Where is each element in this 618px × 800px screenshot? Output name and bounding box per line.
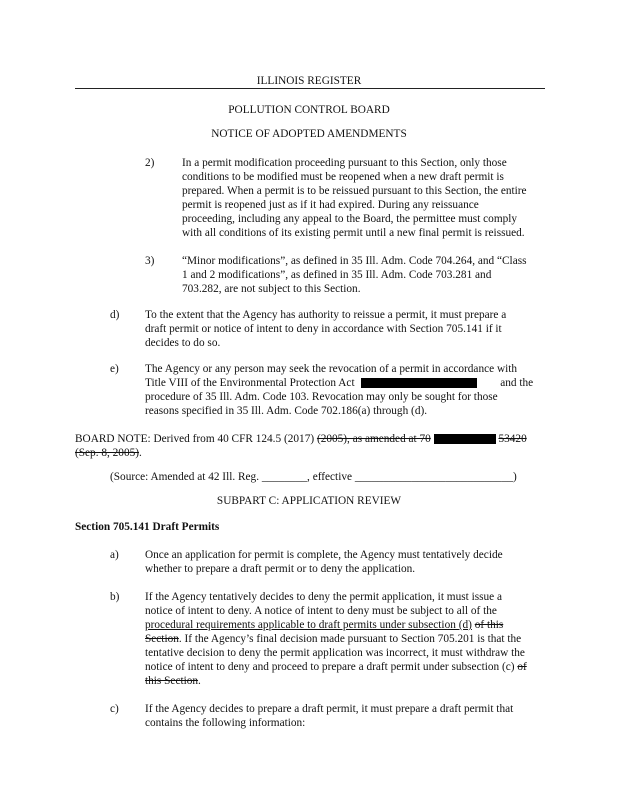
section-item-a-line: Once an application for permit is complete, the Agency must tentatively decide — [145, 549, 503, 561]
item-3-line: “Minor modifications”, as defined in 35 Ill. Adm. Code 704.264, and “Class — [182, 255, 527, 267]
section-item-a-line: whether to prepare a draft permit or to deny the application. — [145, 563, 416, 575]
redaction-block — [361, 378, 477, 388]
item-3-line: 703.282, are not subject to this Section. — [182, 283, 361, 295]
item-e-line: The Agency or any person may seek the revocation of a permit in accordance with — [145, 363, 518, 375]
item-e-line — [145, 376, 533, 391]
item-d-line: decides to do so. — [145, 337, 221, 349]
section-item-b-text: procedural requirements applicable to draft permits under subsection (d) — [145, 619, 472, 631]
item-2-number: 2) — [145, 157, 155, 169]
source-blank-date: ____________________________ — [354, 471, 513, 483]
section-item-c-number: c) — [110, 703, 119, 715]
section-item-c-line: If the Agency decides to prepare a draft permit, it must prepare a draft permit that — [145, 703, 514, 715]
notice-title: NOTICE OF ADOPTED AMENDMENTS — [211, 128, 407, 140]
source-line — [110, 470, 517, 485]
board-note-struck-tail: 53420 — [498, 433, 527, 445]
section-item-b-line: tentative decision to deny the permit application was incorrect, it must withdraw the — [145, 647, 525, 659]
subpart-title: SUBPART C: APPLICATION REVIEW — [216, 495, 402, 507]
item-e-line: procedure of 35 Ill. Adm. Code 103. Revocation may only be sought for those — [145, 391, 498, 403]
source-suffix: ) — [512, 471, 517, 483]
item-2-line: proceeding, including any appeal to the Board, the permittee must comply — [182, 213, 518, 225]
item-2-line: conditions to be modified must be reopened when a new draft permit is — [182, 171, 504, 183]
board-note-struck-date: (Sep. 8, 2005) — [75, 447, 140, 459]
item-d-number: d) — [110, 309, 120, 321]
section-item-b-text: notice of intent to deny and proceed to prepare a draft permit under subsection (c) — [145, 661, 515, 673]
board-note-text: BOARD NOTE: Derived from 40 CFR 124.5 (2017) — [75, 433, 315, 445]
item-2-line: with all conditions of its existing permit until a new final permit is reissued. — [182, 227, 525, 239]
board-note-period: . — [139, 447, 142, 459]
section-item-b-struck: of this — [474, 619, 504, 631]
item-d-line: draft permit or notice of intent to deny in accordance with Section 705.141 if it — [145, 323, 502, 335]
section-item-b-struck: Section — [145, 633, 179, 645]
section-item-b-line: notice of intent to deny. A notice of intent to deny must be subject to all of the — [145, 605, 497, 617]
section-item-b-struck: of — [517, 661, 527, 673]
section-item-b-text: . If the Agency’s final decision made pursuant to Section 705.201 is that the — [178, 633, 522, 645]
item-e-line: reasons specified in 35 Ill. Adm. Code 702.186(a) through (d). — [145, 405, 428, 417]
section-item-b-period: . — [198, 675, 201, 687]
section-item-b-line — [145, 674, 201, 689]
item-d-line: To the extent that the Agency has authority to reissue a permit, it must prepare a — [145, 309, 507, 321]
redaction-block — [434, 434, 496, 444]
source-prefix: (Source: Amended at 42 Ill. Reg. — [110, 471, 262, 483]
item-e-line2-end: and the — [500, 377, 534, 389]
section-heading: Section 705.141 Draft Permits — [75, 521, 220, 533]
board-title: POLLUTION CONTROL BOARD — [228, 104, 390, 116]
source-mid: , effective — [307, 471, 355, 483]
section-item-b-line: If the Agency tentatively decides to deny the permit application, it must issue a — [145, 591, 503, 603]
register-title: ILLINOIS REGISTER — [256, 75, 362, 87]
item-2-line: In a permit modification proceeding pursuant to this Section, only those — [182, 157, 507, 169]
item-2-line: permit is reopened just as if it had expired. During any reissuance — [182, 199, 479, 211]
item-e-number: e) — [110, 363, 119, 375]
section-item-a-number: a) — [110, 549, 119, 561]
board-note-line2 — [75, 446, 142, 461]
board-note — [75, 432, 527, 447]
board-note-struck: (2005), as amended at 70 — [316, 433, 431, 445]
section-item-b-line — [145, 618, 503, 633]
item-e-line2-text: Title VIII of the Environmental Protection Act — [145, 377, 355, 389]
section-item-b-line — [145, 660, 527, 675]
item-3-line: 1 and 2 modifications”, as defined in 35 Ill. Adm. Code 703.281 and — [182, 269, 492, 281]
section-item-b-struck: this Section — [145, 675, 199, 687]
source-blank-reg: ________ — [261, 471, 308, 483]
item-3-number: 3) — [145, 255, 155, 267]
item-2-line: prepared. When a permit is to be reissued pursuant to this Section, the entire — [182, 185, 527, 197]
section-item-b-number: b) — [110, 591, 120, 603]
section-item-c-line: contains the following information: — [145, 717, 306, 729]
section-item-b-line — [145, 632, 521, 647]
